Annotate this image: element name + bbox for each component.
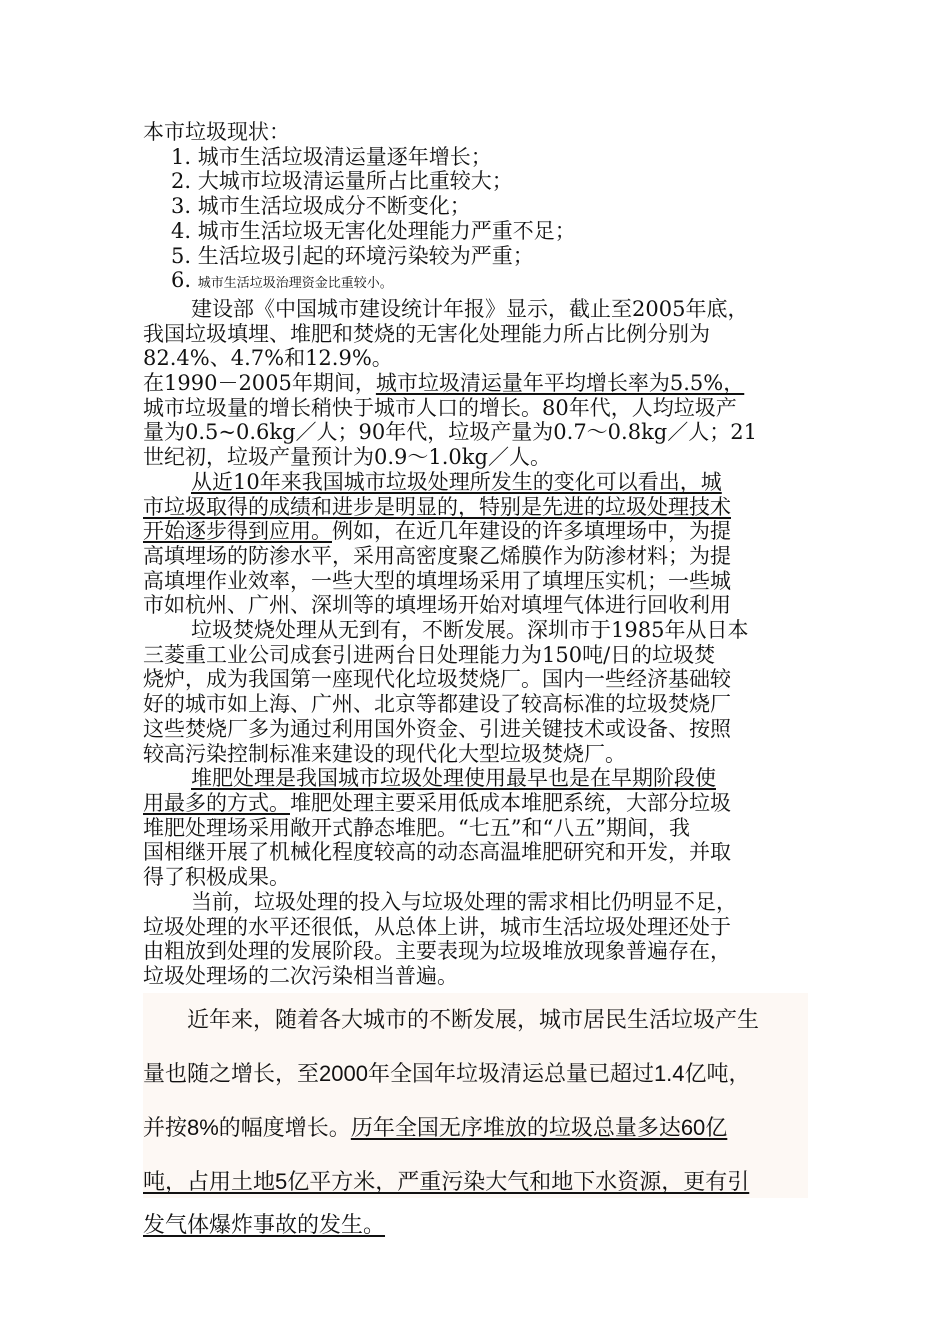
underlined-text: 市垃圾取得的成绩和进步是明显的，特别是先进的垃圾处理技术: [143, 494, 731, 519]
status-item-5: 5. 生活垃圾引起的环境污染较为严重；: [171, 243, 534, 268]
paragraph-line: 市如杭州、广州、深圳等的填埋场开始对填埋气体进行回收利用: [143, 593, 731, 618]
paragraph-line: 得了积极成果。: [143, 865, 290, 890]
status-item-2: 2. 大城市垃圾清运量所占比重较大；: [171, 169, 513, 194]
paragraph-line: 这些焚烧厂多为通过利用国外资金、引进关键技术或设备、按照: [143, 716, 731, 741]
section-heading: 本市垃圾现状：: [143, 120, 290, 144]
underlined-text: 从近10年来我国城市垃圾处理所发生的变化可以看出，城: [191, 469, 722, 494]
paragraph-line: 较高污染控制标准来建设的现代化大型垃圾焚烧厂。: [143, 741, 626, 766]
paragraph-line: [143, 470, 808, 495]
status-item-6: [143, 268, 808, 297]
status-item-6-text: 城市生活垃圾治理资金比重较小。: [197, 276, 393, 292]
text-run: 堆肥处理主要采用低成本堆肥系统，大部分垃圾: [290, 790, 731, 815]
document-body: [143, 120, 808, 989]
paragraph-line: 堆肥处理场采用敞开式静态堆肥。“七五”和“八五”期间，我: [143, 815, 690, 840]
status-item-1: 1. 城市生活垃圾清运量逐年增长；: [171, 144, 492, 169]
paragraph-yearbook: [143, 297, 808, 371]
paragraph-line: 量也随之增长，至2000年全国年垃圾清运总量已超过1.4亿吨，: [143, 1061, 751, 1086]
paragraph-composting: [143, 766, 808, 890]
paragraph-line: 82.4%、4.7%和12.9%。: [143, 346, 393, 371]
paragraph-line: 城市垃圾量的增长稍快于城市人口的增长。80年代，人均垃圾产: [143, 395, 737, 420]
paragraph-line: 近年来，随着各大城市的不断发展，城市居民生活垃圾产生: [187, 1007, 760, 1032]
paragraph-line: 高填埋场的防渗水平，采用高密度聚乙烯膜作为防渗材料；为提: [143, 543, 731, 568]
paragraph-line: 我国垃圾填埋、堆肥和焚烧的无害化处理能力所占比例分别为: [143, 321, 710, 346]
paragraph-current-state: [143, 890, 808, 989]
status-item-4: 4. 城市生活垃圾无害化处理能力严重不足；: [171, 218, 576, 243]
paragraph-incineration: [143, 618, 808, 766]
paragraph-line: 建设部《中国城市建设统计年报》显示，截止至2005年底，: [191, 296, 749, 321]
paragraph-line: 垃圾焚烧处理从无到有，不断发展。深圳市于1985年从日本: [191, 618, 749, 643]
underlined-text: 用最多的方式。: [143, 790, 290, 815]
underlined-text: 历年全国无序堆放的垃圾总量多达60亿: [350, 1115, 728, 1140]
paragraph-line: [143, 1155, 808, 1209]
text-run: 并按8%的幅度增长。: [143, 1115, 351, 1140]
paragraph-line: [143, 371, 808, 396]
paragraph-line: [143, 791, 808, 816]
paragraph-landfill: [143, 470, 808, 618]
paragraph-line: [143, 1209, 808, 1241]
underlined-text: 吨，占用土地5亿平方米，严重污染大气和地下水资源，更有引: [143, 1169, 750, 1194]
paragraph-line: 三菱重工业公司成套引进两台日处理能力为150吨/日的垃圾焚: [143, 642, 716, 667]
paragraph-line: 烧炉，成为我国第一座现代化垃圾焚烧厂。国内一些经济基础较: [143, 667, 731, 692]
paragraph-line: 当前，垃圾处理的投入与垃圾处理的需求相比仍明显不足，: [191, 889, 737, 914]
paragraph-growth-rate: [143, 371, 808, 470]
underlined-text: 城市垃圾清运量年平均增长率为5.5%，: [375, 371, 745, 396]
paragraph-line: 高填埋作业效率，一些大型的填埋场采用了填埋压实机；一些城: [143, 568, 731, 593]
status-item-3: 3. 城市生活垃圾成分不断变化；: [171, 194, 471, 219]
paragraph-line: 国相继开展了机械化程度较高的动态高温堆肥研究和开发，并取: [143, 840, 731, 865]
paragraph-line: [143, 1101, 808, 1155]
text-run: 例如，在近几年建设的许多填埋场中，为提: [332, 519, 731, 544]
paragraph-line: 由粗放到处理的发展阶段。主要表现为垃圾堆放现象普遍存在，: [143, 939, 731, 964]
status-item-6-number: 6.: [171, 268, 192, 293]
underlined-text: 堆肥处理是我国城市垃圾处理使用最早也是在早期阶段使: [191, 766, 716, 791]
underlined-text: 发气体爆炸事故的发生。: [143, 1212, 386, 1237]
paragraph-line: 世纪初，垃圾产量预计为0.9～1.0kg／人。: [143, 445, 551, 470]
underlined-text: 开始逐步得到应用。: [143, 519, 332, 544]
paragraph-line: [143, 519, 808, 544]
paragraph-line: [143, 766, 808, 791]
paragraph-line: 好的城市如上海、广州、北京等都建设了较高标准的垃圾焚烧厂: [143, 692, 731, 717]
paragraph-line: 量为0.5~0.6kg／人；90年代，垃圾产量为0.7～0.8kg／人；21: [143, 420, 757, 445]
text-run: 在1990－2005年期间，: [143, 371, 376, 396]
paragraph-line: 垃圾处理场的二次污染相当普遍。: [143, 963, 458, 988]
paragraph-line: 垃圾处理的水平还很低，从总体上讲，城市生活垃圾处理还处于: [143, 914, 731, 939]
paragraph-recent-years: [143, 993, 808, 1241]
paragraph-line: [143, 495, 808, 520]
